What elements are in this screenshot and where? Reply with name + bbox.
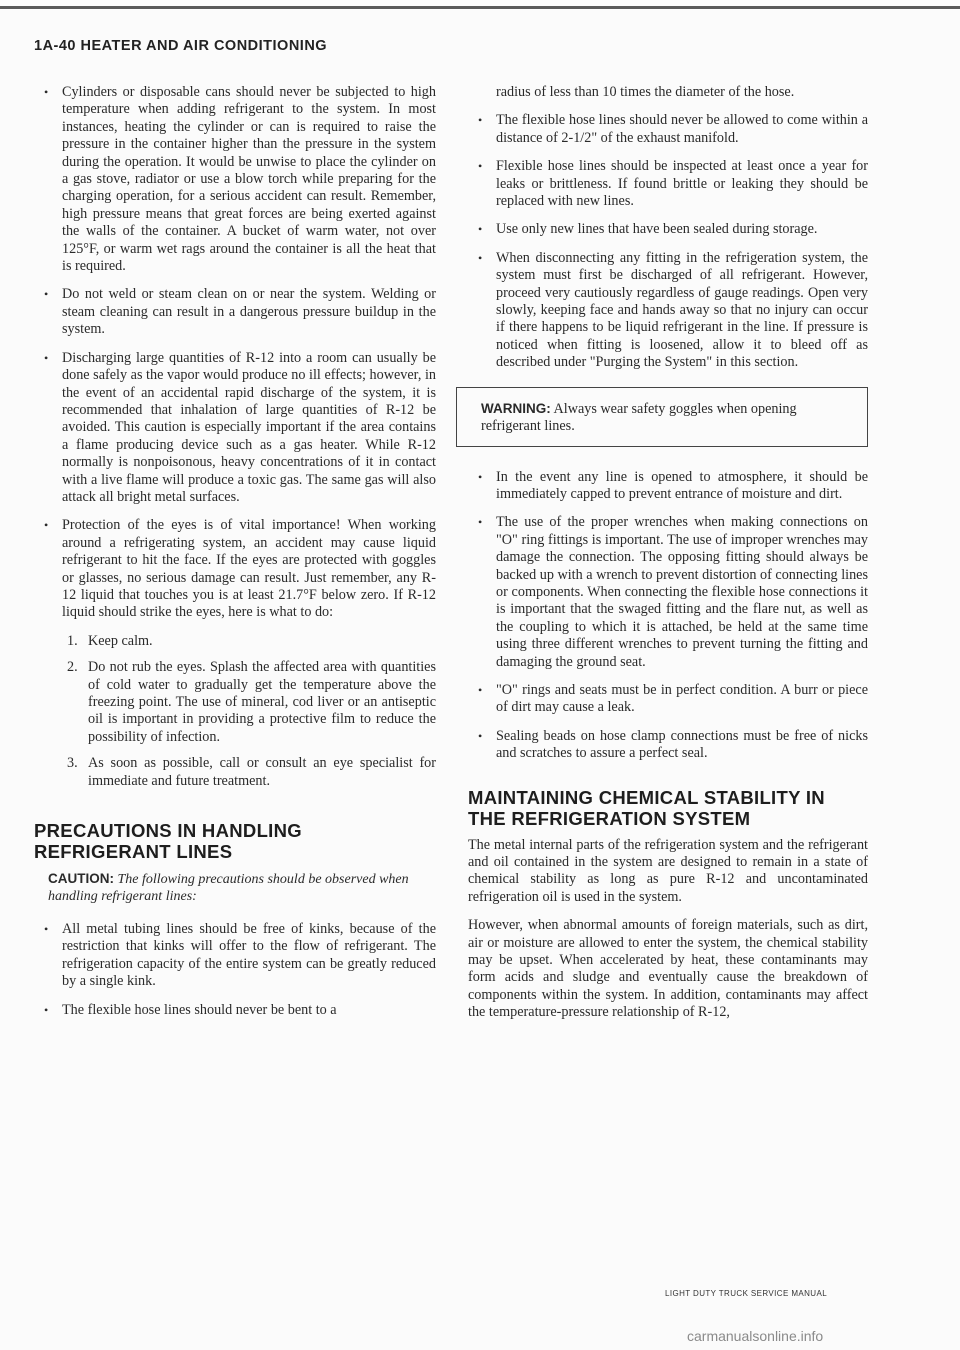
bullet-cylinder-heating: • Cylinders or disposable cans should never be subjected to high temperature when adding refrigerant to the system. In most instances, heating the cylinder or can is required to raise the pressure in the container higher than the pressure in the system during the operation. It would be unwise to place the cylinder on a gas stove, radiator or use a blow torch while preparing for the charging operation, for a serious accident can result. Remember, high pressure means that great forces are being exerted against the walls of the container. A bucket of warm water, not over 125°F, or warm wet rags around the container is all the heat that is required. xyxy=(34,84,436,275)
warning-label: WARNING: xyxy=(481,400,551,416)
bullet-inspect-lines: • Flexible hose lines should be inspected at least once a year for leaks or brittleness. If found brittle or leaking they should be replaced with new lines. xyxy=(468,158,868,210)
warning-box xyxy=(456,387,868,447)
bullet-o-rings: • "O" rings and seats must be in perfect condition. A burr or piece of dirt may cause a leak. xyxy=(468,682,868,717)
top-rule xyxy=(0,6,960,9)
bullet-eye-protection: • Protection of the eyes is of vital importance! When working around a refrigerating system, an accident may cause liquid refrigerant to hit the face. If the eyes are protected with goggles or glasses, no serious damage can result. Just remember, any R-12 liquid that touches you is at least 21.7°F below zero. If R-12 liquid should strike the eyes, here is what to do: xyxy=(34,517,436,621)
section-heading-precautions: PRECAUTIONS IN HANDLING REFRIGERANT LINES xyxy=(34,820,302,863)
left-column xyxy=(34,84,436,1030)
bullet-proper-wrenches: • The use of the proper wrenches when making connections on "O" ring fittings is important. The use of improper wrenches may damage the connection. The opposing fitting should always be backed up with a wrench to prevent distortion of connecting lines or components. When connecting the flexible hose connections it is important that the swaged fitting and the flare nut, as well as the coupling to which it is attached, be held at the same time using three different wrenches to prevent turning the fitting and damaging the ground seat. xyxy=(468,514,868,671)
caution-note xyxy=(34,870,436,905)
step-number: 3. xyxy=(67,755,78,772)
footer-manual-title: LIGHT DUTY TRUCK SERVICE MANUAL xyxy=(665,1289,828,1298)
step-2 xyxy=(34,659,436,746)
bullet-sealing-beads: • Sealing beads on hose clamp connections must be free of nicks and scratches to assure a perfect seal. xyxy=(468,728,868,763)
bullet-cap-lines: • In the event any line is opened to atmosphere, it should be immediately capped to prevent entrance of moisture and dirt. xyxy=(468,469,868,504)
step-text: Keep calm. xyxy=(88,632,153,649)
step-text: As soon as possible, call or consult an eye specialist for immediate and future treatment. xyxy=(88,755,436,789)
step-3 xyxy=(34,755,436,790)
section-heading-chemical-stability: MAINTAINING CHEMICAL STABILITY IN THE REFRIGERATION SYSTEM xyxy=(468,786,825,829)
caution-label: CAUTION: xyxy=(48,871,114,887)
step-number: 2. xyxy=(67,659,78,676)
bullet-metal-tubing: • All metal tubing lines should be free of kinks, because of the restriction that kinks will offer to the flow of refrigerant. The refrigeration capacity of the entire system can be greatly reduced by a single kink. xyxy=(34,921,436,991)
step-text: Do not rub the eyes. Splash the affected area with quantities of cold water to gradually get the temperature above the freezing point. The use of mineral, cod liver or an antiseptic oil is important in providing a protective film to reduce the possibility of infection. xyxy=(88,659,436,745)
bullet-no-welding: • Do not weld or steam clean on or near the system. Welding or steam cleaning can result in a dangerous pressure buildup in the system. xyxy=(34,286,436,338)
step-1 xyxy=(34,633,436,650)
paragraph-contaminants: However, when abnormal amounts of foreign materials, such as dirt, air or moisture are allowed to enter the system, the chemical stability may be upset. When accelerated by heat, these contaminants may form acids and sludge and eventually cause the breakdown of components within the system. In addition, contaminants may affect the temperature-pressure relationship of R-12, xyxy=(468,917,868,1021)
step-number: 1. xyxy=(67,632,78,649)
bullet-new-lines: • Use only new lines that have been sealed during storage. xyxy=(468,221,868,238)
watermark: carmanualsonline.info xyxy=(687,1328,824,1344)
page-header: 1A-40 HEATER AND AIR CONDITIONING xyxy=(34,38,328,54)
bullet-exhaust-manifold: • The flexible hose lines should never be allowed to come within a distance of 2-1/2" of the exhaust manifold. xyxy=(468,112,868,147)
bullet-discharging-r12: • Discharging large quantities of R-12 into a room can usually be done safely as the vapor would produce no ill effects; however, in the event of an accidental rapid discharge of the system, it is recommended that inhalation of large quantities of R-12 be avoided. This caution is especially important if the area contains a flame producing device such as a gas heater. While R-12 normally is nonpoisonous, heavy concentrations of it in contact with a live flame will produce a toxic gas. The same gas will also attack all bright metal surfaces. xyxy=(34,350,436,507)
caution-text: The following precautions should be observed when handling refrigerant lines: xyxy=(48,872,409,905)
continued-text: radius of less than 10 times the diameter of the hose. xyxy=(496,84,795,100)
bullet-disconnecting-fitting: • When disconnecting any fitting in the refrigeration system, the system must first be discharged of all refrigerant. However, proceed very cautiously regardless of gauge readings. Open very slowly, keeping face and hands away so that no injury can occur if there happens to be liquid refrigerant in the line. If pressure is noticed when fitting is loosened, allow it to bleed off as described under "Purging the System" in this section. xyxy=(468,250,868,372)
paragraph-chemical-stability: The metal internal parts of the refrigeration system and the refrigerant and oil contained in the system are designed to remain in a state of chemical stability as long as pure R-12 and uncontaminated refrigeration oil is used in the system. xyxy=(468,836,868,905)
warning-text: Always wear safety goggles when opening refrigerant lines. xyxy=(481,400,797,435)
right-column xyxy=(468,84,868,1033)
bullet-flexible-hose-bend: • The flexible hose lines should never be bent to a xyxy=(34,1002,436,1019)
